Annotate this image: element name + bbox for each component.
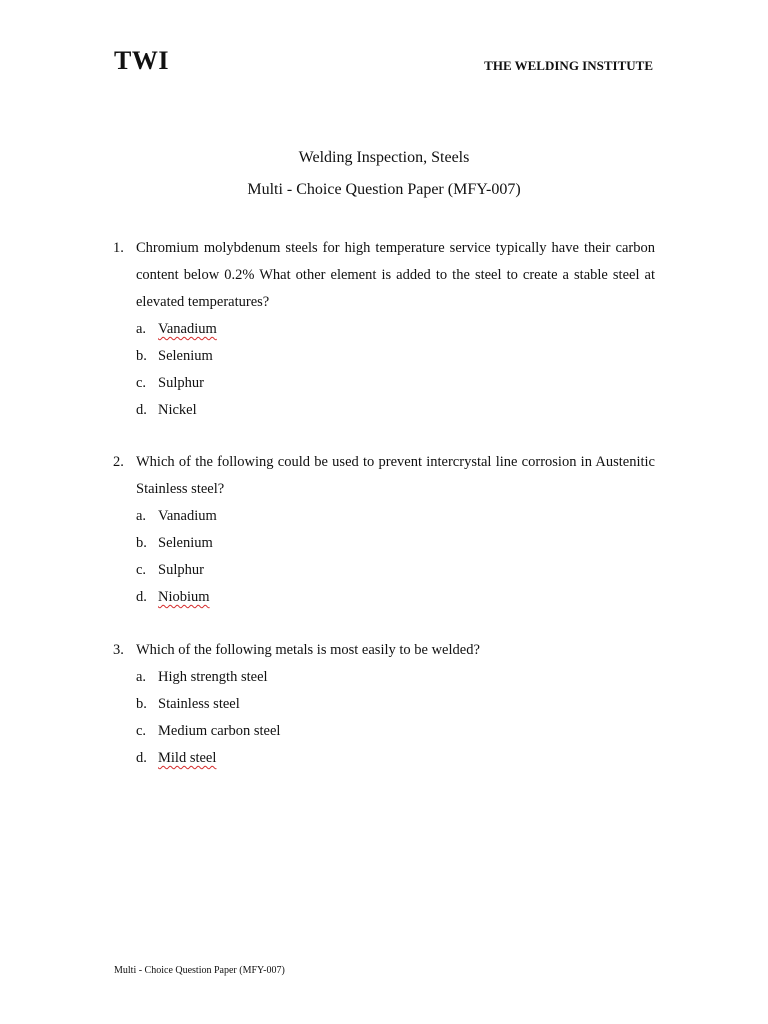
option-list [113,503,655,611]
option-a [136,664,655,691]
option-letter: d. [136,589,147,605]
option-text-answer: Vanadium [158,321,217,337]
option-text: Medium carbon steel [158,723,281,739]
option-c [136,718,655,745]
option-b [136,691,655,718]
option-d [136,745,655,772]
option-text: Sulphur [158,375,204,391]
option-d [136,397,655,424]
document-title: Welding Inspection, Steels [298,149,470,166]
option-text: Selenium [158,348,213,364]
option-b [136,343,655,370]
question-1 [113,235,655,424]
option-c [136,370,655,397]
option-text: Sulphur [158,562,204,578]
option-c [136,557,655,584]
option-letter: d. [136,402,147,418]
option-d [136,584,655,611]
option-letter: d. [136,750,147,766]
question-text: Which of the following could be used to prevent intercrystal line corrosion in Austenitic Stainless steel? [136,454,655,497]
option-letter: b. [136,696,147,712]
option-b [136,530,655,557]
option-list [113,316,655,424]
institute-name: THE WELDING INSTITUTE [484,58,653,73]
option-letter: a. [136,508,147,524]
option-a [136,316,655,343]
option-text: Selenium [158,535,213,551]
option-text: High strength steel [158,669,268,685]
option-letter: c. [136,375,147,391]
option-text: Stainless steel [158,696,240,712]
question-3 [113,637,655,772]
page-footer: Multi - Choice Question Paper (MFY-007) [114,965,285,976]
question-text: Chromium molybdenum steels for high temperature service typically have their carbon content below 0.2% What other element is added to the steel to create a stable steel at elevated temperatures? [136,240,655,310]
question-text: Which of the following metals is most easily to be welded? [136,642,480,658]
option-text: Nickel [158,402,197,418]
option-letter: c. [136,562,147,578]
question-2 [113,449,655,611]
option-letter: b. [136,535,147,551]
option-letter: a. [136,669,147,685]
document-subtitle: Multi - Choice Question Paper (MFY-007) [247,181,521,198]
option-text-answer: Mild steel [158,750,217,766]
question-number: 1. [113,240,124,256]
option-letter: a. [136,321,147,337]
option-list [113,664,655,772]
twi-logo: TWI [114,46,169,75]
option-text-answer: Niobium [158,589,210,605]
question-number: 3. [113,642,124,658]
option-letter: c. [136,723,147,739]
question-number: 2. [113,454,124,470]
option-text: Vanadium [158,508,217,524]
option-a [136,503,655,530]
option-letter: b. [136,348,147,364]
